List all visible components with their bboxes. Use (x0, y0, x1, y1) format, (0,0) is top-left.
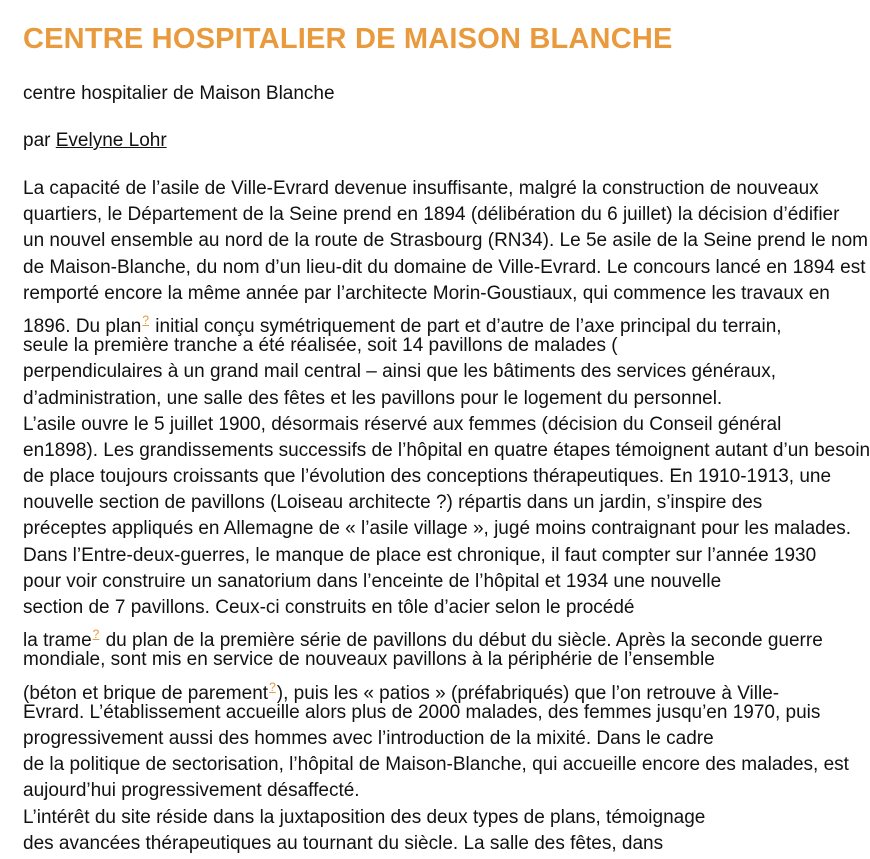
text-fragment: du plan de la première série de pavillons du début du siècle. Après la seconde guerre (100, 630, 823, 652)
byline (23, 129, 167, 153)
text-line: Dans l’Entre-deux-guerres, le manque de place est chronique, il faut compter sur l’année 1930 (23, 544, 817, 566)
text-line: de Maison-Blanche, du nom d’un lieu-dit du domaine de Ville-Evrard. Le concours lancé en 1894 est (23, 256, 866, 278)
text-fragment: (béton et brique de parement (23, 682, 269, 704)
text-line: nouvelle section de pavillons (Loiseau architecte ?) répartis dans un jardin, s’inspire des (23, 492, 763, 514)
text-line: de place toujours croissants que l’évolution des conceptions thérapeutiques. En 1910-1913, une (23, 466, 832, 488)
text-line: L’intérêt du site réside dans la juxtaposition des deux types de plans, témoignage (23, 806, 706, 828)
text-line: des avancées thérapeutiques au tournant du siècle. La salle des fêtes, dans (23, 832, 664, 854)
text-line (23, 674, 780, 704)
text-fragment: 1896. Du plan (23, 315, 142, 337)
text-fragment: ), puis les « patios » (préfabriqués) que l’on retrouve à Ville- (276, 682, 780, 704)
text-line: remporté encore la même année par l’architecte Morin-Goustiaux, qui commence les travaux en (23, 282, 830, 304)
author-link[interactable]: Evelyne Lohr (55, 130, 167, 151)
text-line: quartiers, le Département de la Seine prend en 1894 (délibération du 6 juillet) la décision d’édifier (23, 204, 840, 226)
text-line: en1898). Les grandissements successifs de l’hôpital en quatre étapes témoignent autant d’un besoin (23, 439, 870, 461)
text-line: seule la première tranche a été réalisée, soit 14 pavillons de malades ( (23, 335, 618, 357)
footnote-ref-link[interactable]: ? (142, 312, 150, 327)
text-line: un nouvel ensemble au nord de la route de Strasbourg (RN34). Le 5e asile de la Seine prend le nom (23, 230, 868, 252)
footnote-ref-link[interactable]: ? (92, 627, 100, 642)
text-line: aujourd’hui progressivement désaffecté. (23, 780, 360, 802)
text-fragment: initial conçu symétriquement de part et d’autre de l’axe principal du terrain, (150, 315, 782, 337)
text-line: Evrard. L’établissement accueille alors plus de 2000 malades, des femmes jusqu’en 1970, puis (23, 701, 821, 723)
page-subtitle: centre hospitalier de Maison Blanche (23, 83, 335, 104)
text-line: pour voir construire un sanatorium dans l’enceinte de l’hôpital et 1934 une nouvelle (23, 570, 722, 592)
text-line: de la politique de sectorisation, l’hôpital de Maison-Blanche, qui accueille encore des malades, est (23, 754, 849, 776)
text-line: mondiale, sont mis en service de nouveaux pavillons à la périphérie de l’ensemble (23, 649, 715, 671)
text-line: L’asile ouvre le 5 juillet 1900, désormais réservé aux femmes (décision du Conseil général (23, 413, 782, 435)
text-line: préceptes appliqués en Allemagne de « l’asile village », jugé moins contraignant pour les malades. (23, 518, 852, 540)
page-title: CENTRE HOSPITALIER DE MAISON BLANCHE (23, 23, 673, 55)
text-fragment: la trame (23, 630, 92, 652)
byline-prefix: par (23, 130, 56, 151)
text-line (23, 621, 823, 652)
text-line: La capacité de l’asile de Ville-Evrard devenue insuffisante, malgré la construction de nouveaux (23, 178, 819, 199)
footnote-ref-link[interactable]: ? (269, 679, 276, 694)
text-line: progressivement aussi des hommes avec l’introduction de la mixité. Dans le cadre (23, 727, 714, 749)
text-line (23, 307, 782, 337)
text-line: section de 7 pavillons. Ceux-ci construits en tôle d’acier selon le procédé (23, 597, 635, 618)
text-line: d’administration, une salle des fêtes et les pavillons pour le logement du personnel. (23, 387, 723, 409)
text-line: perpendiculaires à un grand mail central – ainsi que les bâtiments des services généraux, (23, 361, 777, 383)
article-body (23, 176, 870, 857)
